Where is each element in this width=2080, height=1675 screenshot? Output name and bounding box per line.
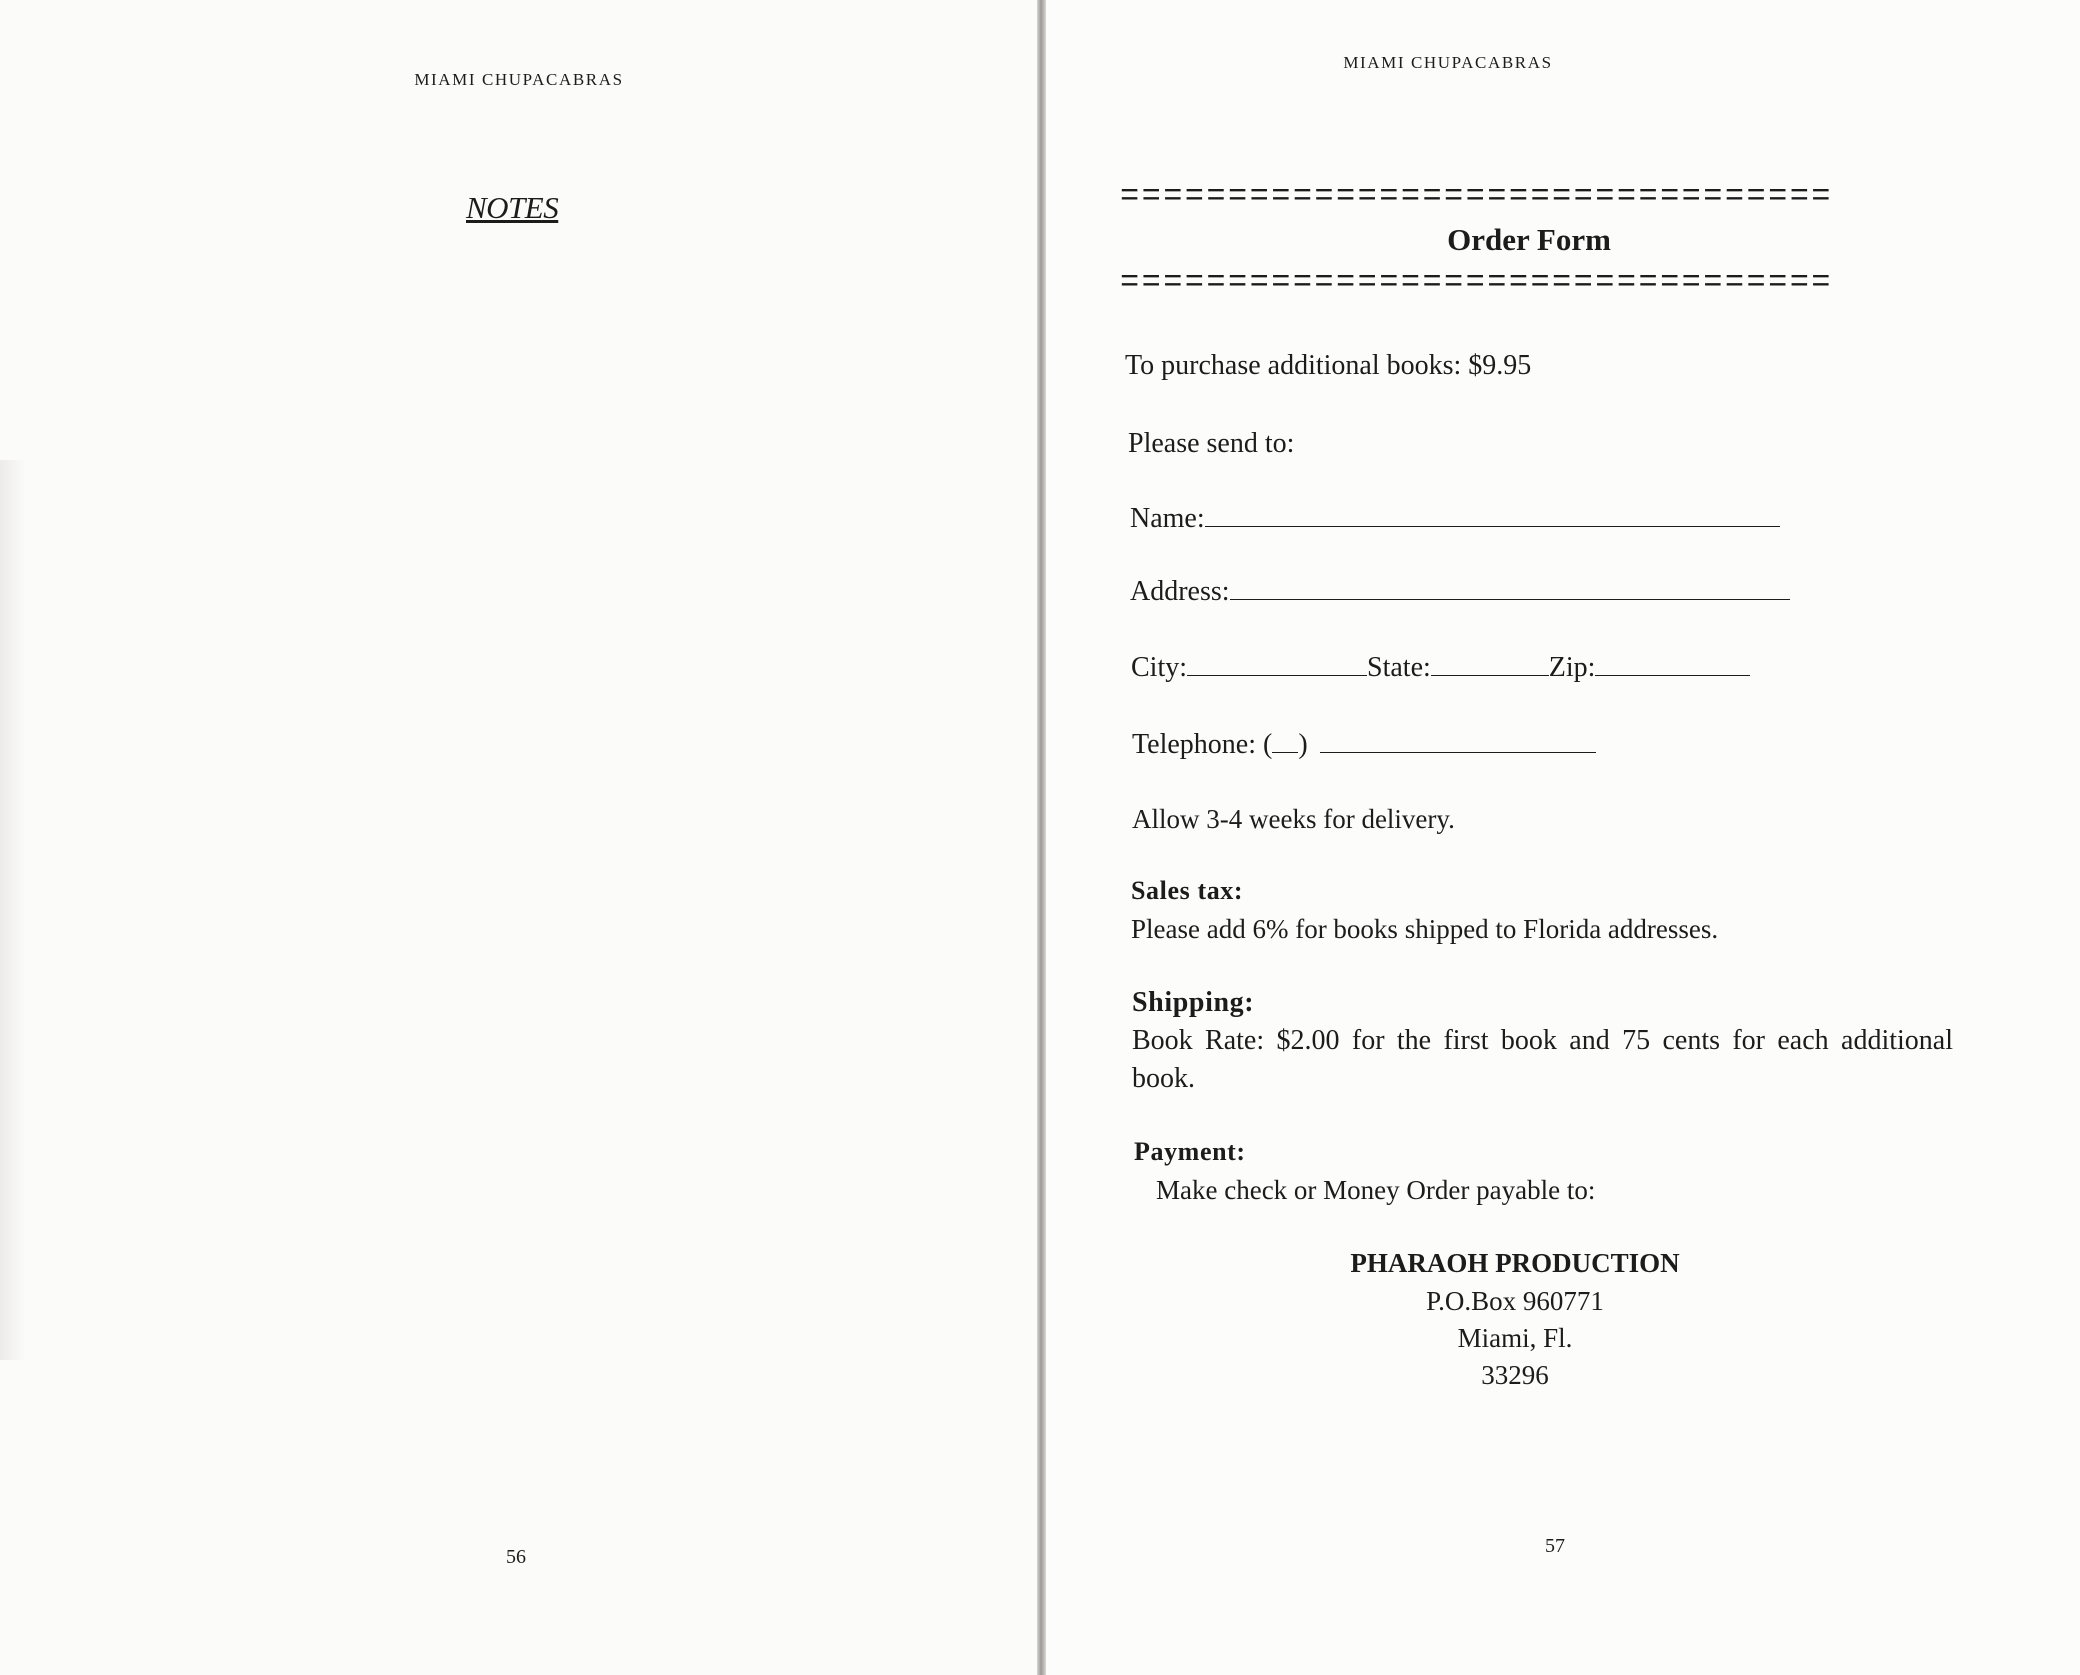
name-label: Name: xyxy=(1130,503,1205,534)
page-number: 57 xyxy=(1545,1535,1565,1557)
city-label: City: xyxy=(1131,652,1188,683)
name-field[interactable] xyxy=(1130,502,1780,535)
left-page xyxy=(0,0,1037,1675)
running-head: MIAMI CHUPACABRAS xyxy=(414,70,624,89)
payee-address xyxy=(1300,1244,1730,1394)
address-blank[interactable] xyxy=(1230,575,1790,600)
city-blank[interactable] xyxy=(1187,651,1367,676)
area-code-blank[interactable] xyxy=(1272,728,1298,753)
name-blank[interactable] xyxy=(1205,502,1780,527)
sales-tax-text: Please add 6% for books shipped to Florida addresses. xyxy=(1131,914,1719,944)
address-label: Address: xyxy=(1130,576,1230,607)
running-head: MIAMI CHUPACABRAS xyxy=(1343,53,1553,72)
payee-zip: 33296 xyxy=(1481,1360,1549,1390)
payee-city: Miami, Fl. xyxy=(1457,1323,1573,1353)
order-form-title: Order Form xyxy=(1447,222,1611,257)
zip-label: Zip: xyxy=(1548,652,1596,683)
bottom-separator-rule: ================================= xyxy=(1120,268,1833,298)
sales-tax-heading: Sales tax: xyxy=(1131,876,1244,905)
shipping-text: Book Rate: $2.00 for the first book and 75 cents for each additional book. xyxy=(1132,1025,1953,1094)
purchase-price-line: To purchase additional books: $9.95 xyxy=(1125,350,1532,381)
shipping-heading: Shipping: xyxy=(1132,987,1255,1018)
state-label: State: xyxy=(1367,652,1431,683)
top-separator-rule: ================================= xyxy=(1120,182,1833,212)
notes-title: NOTES xyxy=(466,190,559,225)
send-to-label: Please send to: xyxy=(1128,428,1295,459)
page-number: 56 xyxy=(506,1546,526,1568)
city-state-zip-field[interactable] xyxy=(1131,651,1750,684)
state-blank[interactable] xyxy=(1431,651,1549,676)
telephone-blank[interactable] xyxy=(1320,728,1596,753)
right-page xyxy=(1046,0,2080,1675)
payment-heading: Payment: xyxy=(1134,1137,1246,1166)
payee-name: PHARAOH PRODUCTION xyxy=(1350,1248,1680,1278)
telephone-field[interactable] xyxy=(1132,728,1596,761)
telephone-label: Telephone: ( xyxy=(1132,729,1273,760)
telephone-paren: ) xyxy=(1298,729,1308,760)
payment-text: Make check or Money Order payable to: xyxy=(1156,1175,1596,1205)
zip-blank[interactable] xyxy=(1595,651,1750,676)
book-gutter xyxy=(1037,0,1046,1675)
delivery-note: Allow 3-4 weeks for delivery. xyxy=(1132,804,1455,834)
page-edge-shadow xyxy=(0,460,26,1360)
address-field[interactable] xyxy=(1130,575,1790,608)
payee-po-box: P.O.Box 960771 xyxy=(1426,1286,1604,1316)
